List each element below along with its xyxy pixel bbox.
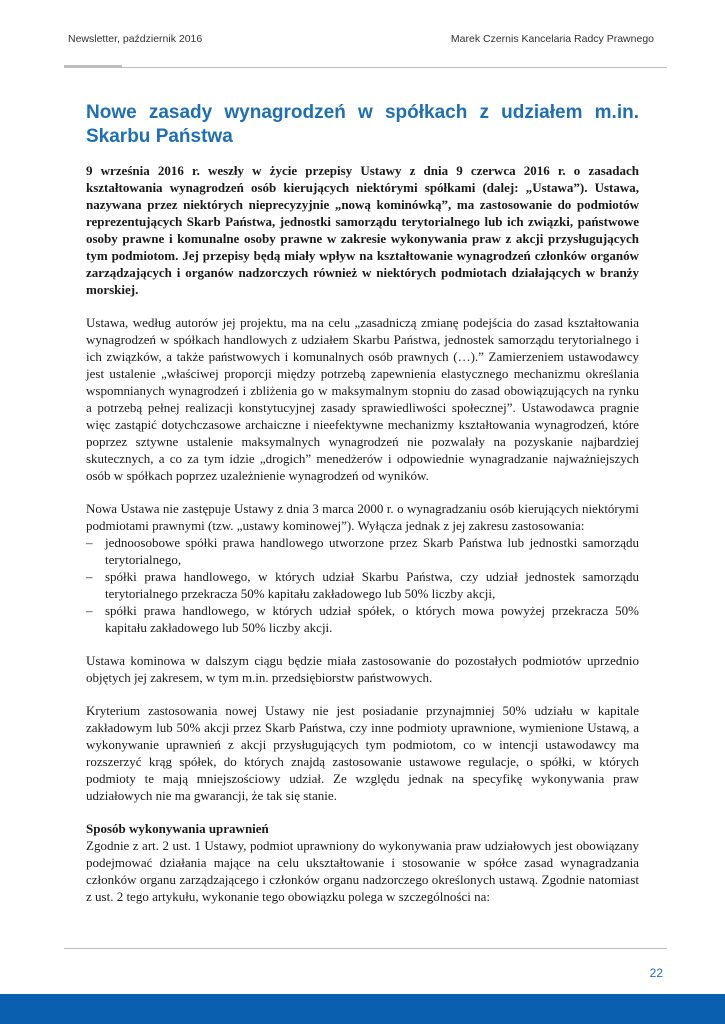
list-item-text: spółki prawa handlowego, w których udział Skarbu Państwa, czy udział jednostek samorządu terytorialnego przekracza 50% kapitału zakładowego lub 50% liczby akcji,	[105, 569, 639, 601]
dash-bullet: –	[86, 569, 93, 584]
paragraph-4: Kryterium zastosowania nowej Ustawy nie jest posiadanie przynajmniej 50% udziału w kapitale zakładowym lub 50% akcji przez Skarb Państwa, czy inne podmioty uprawnione, wymienione Ustawą, a wykonywanie uprawnień z akcji przysługujących tym podmiotom, co w intencji ustawodawcy ma rozszerzyć krąg spółek, do których znajdą zastosowanie ustawowe regulacje, o spółki, w których podmioty te mają mniejszościowy udział. Ze względu jednak na specyfikę wykonywania praw udziałowych nie ma gwarancji, że tak się stanie.	[86, 703, 639, 803]
list-item-text: spółki prawa handlowego, w których udział spółek, o których mowa powyżej przekracza 50% kapitału zakładowego lub 50% liczby akcji.	[105, 603, 639, 635]
dash-bullet: –	[86, 603, 93, 618]
header-divider	[64, 67, 667, 68]
paragraph-1: Ustawa, według autorów jej projektu, ma na celu „zasadniczą zmianę podejścia do zasad kształtowania wynagrodzeń w spółkach handlowych z udziałem Skarbu Państwa, jednostek samorządu terytorialnego i ich związków, a także państwowych i komunalnych osób prawnych (…).” Zamierzeniem ustawodawcy jest ustalenie „właściwej proporcji między potrzebą zapewnienia elastycznego mechanizmu określania wspomnianych wynagrodzeń i zbliżenia go w maksymalnym stopniu do zasad obowiązujących na rynku a potrzebą pełnej realizacji konstytucyjnej zasady sprawiedliwości społecznej”. Ustawodawca pragnie więc zastąpić dotychczasowe archaiczne i nieefektywne mechanizmy kształtowania wynagrodzeń, które poprzez sztywne ustalenie maksymalnych wynagrodzeń nie pozwalały na pozyskanie najbardziej skutecznych, a co za tym idzie „drogich” menedżerów i odpowiednie wynagradzanie najważniejszych osób w spółkach poprzez uzależnienie wynagrodzeń od wyników.	[86, 315, 639, 483]
article-title: Nowe zasady wynagrodzeń w spółkach z udziałem m.in. Skarbu Państwa	[86, 102, 639, 147]
page-number: 22	[649, 966, 663, 980]
paragraph-2: Nowa Ustawa nie zastępuje Ustawy z dnia 3 marca 2000 r. o wynagradzaniu osób kierujących niektórymi podmiotami prawnymi (tzw. „ustawy kominowej”). Wyłącza jednak z jej zakresu zastosowania:	[86, 501, 639, 533]
list-item	[86, 534, 639, 568]
footer-divider	[64, 948, 667, 949]
section-heading: Sposób wykonywania uprawnień	[86, 821, 269, 836]
lead-paragraph: 9 września 2016 r. weszły w życie przepisy Ustawy z dnia 9 czerwca 2016 r. o zasadach kształtowania wynagrodzeń osób kierujących niektórymi spółkami (dalej: „Ustawa”). Ustawa, nazywana przez niektórych nieprecyzyjnie „nową kominówką”, ma zastosowanie do podmiotów reprezentujących Skarb Państwa, jednostki samorządu terytorialnego lub ich związki, państwowe osoby prawne i komunalne osoby prawne w zakresie wykonywania praw z akcji przysługujących tym podmiotom. Jej przepisy będą miały wpływ na kształtowanie wynagrodzeń członków organów zarządzających i organów nadzorczych również w niektórych podmiotach działających w branży morskiej.	[86, 163, 639, 297]
paragraph-3: Ustawa kominowa w dalszym ciągu będzie miała zastosowanie do pozostałych podmiotów uprzednio objętych jej zakresem, w tym m.in. przedsiębiorstw państwowych.	[86, 653, 639, 685]
list-item	[86, 602, 639, 636]
header-divider-accent	[64, 65, 122, 68]
header-firm-name: Marek Czernis Kancelaria Radcy Prawnego	[450, 33, 654, 45]
dash-bullet: –	[86, 535, 93, 550]
footer-bar	[0, 994, 725, 1024]
exclusion-list	[86, 534, 639, 636]
section-paragraph: Zgodnie z art. 2 ust. 1 Ustawy, podmiot uprawniony do wykonywania praw udziałowych jest obowiązany podejmować działania mające na celu ukształtowanie i stosowanie w spółce zasad wynagradzania członków organu zarządzającego i członków organu nadzorczego określonych ustawą. Zgodnie natomiast z ust. 2 tego artykułu, wykonanie tego obowiązku polega w szczególności na:	[86, 838, 639, 904]
list-item	[86, 568, 639, 602]
header-newsletter-date: Newsletter, październik 2016	[68, 33, 203, 45]
list-item-text: jednoosobowe spółki prawa handlowego utworzone przez Skarb Państwa lub jednostki samorządu terytorialnego,	[105, 535, 639, 567]
article-body	[86, 162, 639, 905]
